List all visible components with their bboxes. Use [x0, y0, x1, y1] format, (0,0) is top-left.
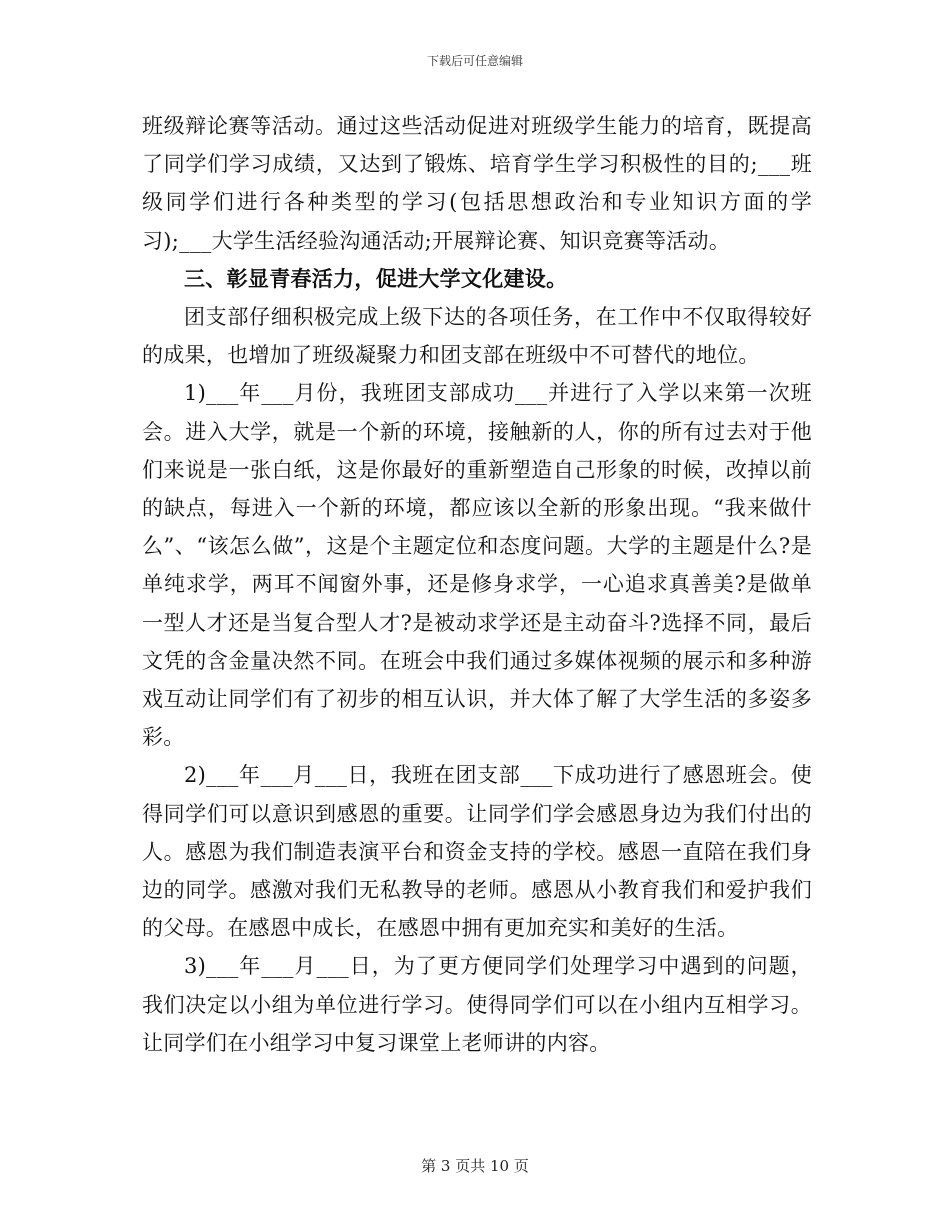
paragraph-item-3: 3)___年___月___日，为了更方便同学们处理学习中遇到的问题，我们决定以小组为单位进行学习。使得同学们可以在小组内互相学习。让同学们在小组学习中复习课堂上老师讲的内容。	[142, 954, 812, 1055]
paragraph-intro: 团支部仔细积极完成上级下达的各项任务，在工作中不仅取得较好的成果，也增加了班级凝聚力和团支部在班级中不可替代的地位。	[142, 305, 812, 368]
paragraph-continuation: 班级辩论赛等活动。通过这些活动促进对班级学生能力的培育，既提高了同学们学习成绩，又达到了锻炼、培育学生学习积极性的目的;___班级同学们进行各种类型的学习(包括思想政治和专业知识方面的学习);___大学生活经验沟通活动;开展辩论赛、知识竞赛等活动。	[142, 114, 812, 253]
page-number: 第 3 页共 10 页	[421, 1157, 529, 1175]
page-header: 下载后可任意编辑	[426, 54, 523, 68]
section-heading: 三、彰显青春活力，促进大学文化建设。	[184, 265, 568, 291]
paragraph-item-2: 2)___年___月___日，我班在团支部___下成功进行了感恩班会。使得同学们可以意识到感恩的重要。让同学们学会感恩身边为我们付出的人。感恩为我们制造表演平台和资金支持的学校。感恩一直陪在我们身边的同学。感激对我们无私教导的老师。感恩从小教育我们和爱护我们的父母。在感恩中成长，在感恩中拥有更加充实和美好的生活。	[142, 763, 812, 941]
document-body	[142, 107, 812, 1062]
paragraph-item-1: 1)___年___月份，我班团支部成功___并进行了入学以来第一次班会。进入大学，就是一个新的环境，接触新的人，你的所有过去对于他们来说是一张白纸，这是你最好的重新塑造自己形象的时候，改掉以前的缺点，每进入一个新的环境，都应该以全新的形象出现。“我来做什么”、“该怎么做”，这是个主题定位和态度问题。大学的主题是什么?是单纯求学，两耳不闻窗外事，还是修身求学，一心追求真善美?是做单一型人才还是当复合型人才?是被动求学还是主动奋斗?选择不同，最后文凭的含金量决然不同。在班会中我们通过多媒体视频的展示和多种游戏互动让同学们有了初步的相互认识，并大体了解了大学生活的多姿多彩。	[142, 381, 812, 750]
